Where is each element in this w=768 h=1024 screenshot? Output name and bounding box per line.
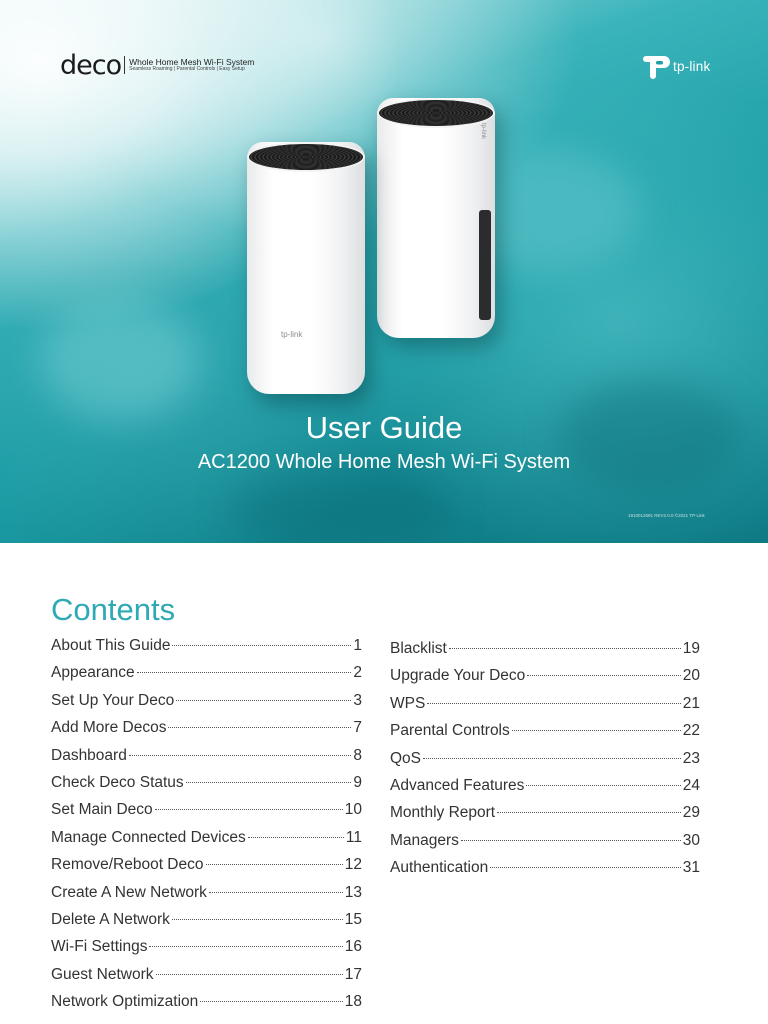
toc-entry-title: Upgrade Your Deco (390, 667, 526, 685)
toc-entry[interactable] (390, 667, 700, 694)
toc-entry[interactable] (51, 966, 362, 993)
toc-entry-page: 9 (353, 773, 362, 791)
deco-logo (60, 50, 254, 80)
toc-entry-title: Wi-Fi Settings (51, 938, 148, 956)
toc-entry-page: 23 (682, 749, 700, 767)
toc-entry-page: 13 (344, 883, 362, 901)
toc-dot-leader (137, 672, 352, 673)
toc-entry[interactable] (390, 804, 700, 831)
toc-entry-page: 18 (344, 993, 362, 1011)
tp-link-logo (643, 53, 710, 79)
toc-entry-title: Monthly Report (390, 804, 496, 822)
toc-dot-leader (526, 785, 680, 786)
toc-entry-page: 15 (344, 910, 362, 928)
deco-unit-right (377, 98, 495, 338)
toc-entry[interactable] (51, 637, 362, 664)
toc-entry[interactable] (51, 911, 362, 938)
toc-entry-page: 24 (682, 776, 700, 794)
toc-entry-page: 16 (344, 938, 362, 956)
toc-entry[interactable] (51, 856, 362, 883)
toc-entry[interactable] (51, 993, 362, 1020)
tp-link-logo-text: tp-link (673, 58, 711, 74)
document-code: 1910012691 REV2.0.0 ©2021 TP-Link (628, 513, 705, 518)
toc-entry-page: 1 (353, 637, 362, 654)
texture-blob (230, 470, 450, 543)
toc-entry-page: 19 (682, 640, 700, 657)
toc-dot-leader (206, 864, 343, 865)
toc-dot-leader (186, 782, 352, 783)
toc-entry[interactable] (390, 722, 700, 749)
toc-entry-title: Managers (390, 831, 459, 849)
toc-entry[interactable] (51, 747, 362, 774)
toc-dot-leader (497, 812, 681, 813)
toc-entry-title: Set Main Deco (51, 801, 153, 819)
toc-entry-title: Manage Connected Devices (51, 828, 246, 846)
toc-entry-title: Advanced Features (390, 776, 525, 794)
toc-entry[interactable] (51, 829, 362, 856)
toc-entry[interactable] (390, 777, 700, 804)
toc-entry-title: About This Guide (51, 637, 171, 654)
toc-dot-leader (129, 755, 352, 756)
toc-dot-leader (172, 645, 351, 646)
toc-entry-title: Guest Network (51, 965, 154, 983)
toc-entry-page: 17 (344, 965, 362, 983)
toc-dot-leader (156, 974, 343, 975)
toc-entry-page: 12 (344, 856, 362, 874)
toc-dot-leader (527, 675, 680, 676)
toc-entry[interactable] (390, 640, 700, 667)
deco-unit-left (247, 142, 365, 394)
deco-unit-ports (479, 210, 491, 320)
toc-dot-leader (248, 837, 344, 838)
toc-dot-leader (461, 840, 681, 841)
toc-dot-leader (168, 727, 351, 728)
toc-dot-leader (200, 1001, 342, 1002)
toc-entry[interactable] (390, 859, 700, 886)
toc-column-left (51, 637, 362, 1020)
toc-entry[interactable] (51, 719, 362, 746)
toc-entry-title: Check Deco Status (51, 773, 184, 791)
texture-blob (40, 300, 200, 420)
toc-entry-page: 30 (682, 831, 700, 849)
toc-entry-page: 11 (345, 828, 362, 846)
toc-entry-title: Create A New Network (51, 883, 207, 901)
toc-entry-title: Delete A Network (51, 910, 170, 928)
toc-entry-title: Add More Decos (51, 719, 167, 737)
toc-entry-page: 22 (682, 722, 700, 740)
toc-entry-page: 8 (353, 746, 362, 764)
toc-entry-title: Blacklist (390, 640, 447, 657)
deco-logo-tagline-block (129, 58, 254, 73)
toc-entry-title: Remove/Reboot Deco (51, 856, 204, 874)
toc-entry[interactable] (51, 664, 362, 691)
toc-dot-leader (209, 892, 343, 893)
toc-entry-page: 31 (682, 859, 700, 877)
toc-entry[interactable] (51, 884, 362, 911)
toc-entry-title: Parental Controls (390, 722, 510, 740)
cover-subtitle: AC1200 Whole Home Mesh Wi-Fi System (197, 451, 571, 473)
toc-dot-leader (176, 700, 351, 701)
deco-logo-divider (124, 56, 125, 74)
deco-logo-word: deco (60, 49, 122, 81)
toc-dot-leader (490, 867, 681, 868)
deco-unit-brand-label: tp-link (281, 330, 303, 339)
toc-entry-page: 7 (353, 719, 362, 737)
toc-entry[interactable] (390, 695, 700, 722)
toc-dot-leader (512, 730, 681, 731)
deco-logo-tagline: Whole Home Mesh Wi-Fi System (129, 56, 255, 67)
deco-logo-features: Seamless Roaming | Parental Controls | Easy Setup (129, 66, 245, 73)
deco-unit-brand-label: tp-link (480, 122, 487, 140)
toc-entry-title: WPS (390, 694, 426, 712)
toc-entry[interactable] (390, 750, 700, 777)
toc-entry[interactable] (51, 801, 362, 828)
toc-entry[interactable] (51, 692, 362, 719)
toc-entry-title: QoS (390, 749, 422, 767)
toc-entry-page: 10 (344, 801, 362, 819)
toc-dot-leader (427, 703, 680, 704)
toc-dot-leader (149, 946, 342, 947)
toc-entry-title: Dashboard (51, 746, 127, 764)
deco-unit-top-grille (247, 142, 365, 172)
toc-dot-leader (172, 919, 343, 920)
toc-entry-page: 2 (353, 664, 362, 682)
toc-dot-leader (449, 648, 681, 649)
toc-entry-title: Appearance (51, 664, 135, 682)
toc-entry-page: 3 (353, 691, 362, 709)
toc-entry-title: Authentication (390, 859, 489, 877)
toc-dot-leader (423, 758, 681, 759)
toc-entry[interactable] (51, 774, 362, 801)
cover-title: User Guide (305, 410, 463, 445)
toc-entry-page: 20 (682, 667, 700, 685)
toc-entry-page: 29 (682, 804, 700, 822)
toc-dot-leader (155, 809, 343, 810)
toc-entry[interactable] (390, 832, 700, 859)
deco-unit-top-grille (377, 98, 495, 128)
toc-column-right (390, 640, 700, 887)
contents-heading: Contents (51, 592, 176, 627)
toc-entry-title: Network Optimization (51, 993, 199, 1011)
tp-link-mark-icon (643, 53, 671, 79)
toc-entry[interactable] (51, 938, 362, 965)
toc-entry-title: Set Up Your Deco (51, 691, 175, 709)
toc-entry-page: 21 (682, 694, 700, 712)
